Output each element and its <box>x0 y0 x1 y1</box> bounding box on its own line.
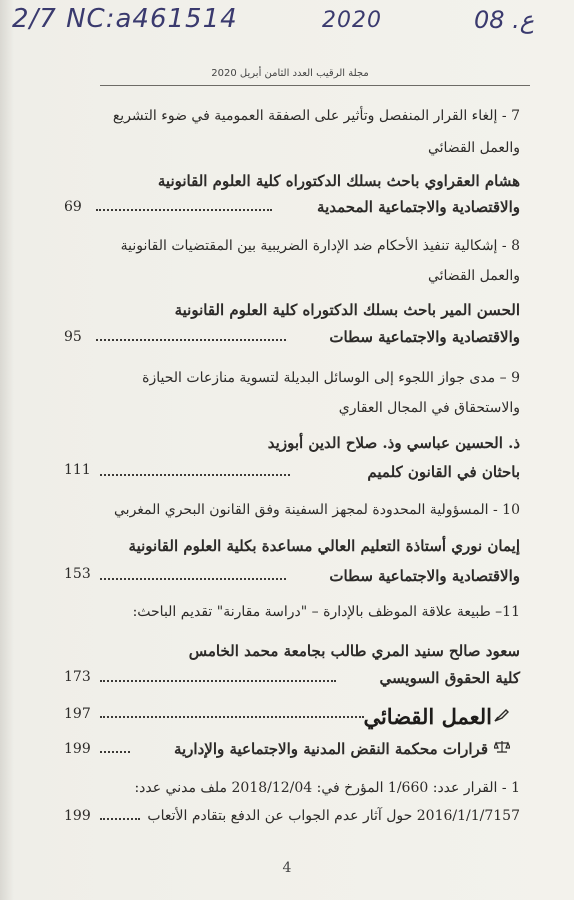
entry-8-page: 95 <box>64 329 82 345</box>
entry-8-author-line1: الحسن المير باحث بسلك الدكتوراه كلية العلوم القانونية <box>174 301 520 319</box>
leader-dots <box>100 716 364 718</box>
entry-10-author-line2: والاقتصادية والاجتماعية سطات <box>329 567 520 585</box>
entry-7-author-line2: والاقتصادية والاجتماعية المحمدية <box>317 198 520 216</box>
entry-10-title-line1: 10 - المسؤولية المحدودة لمجهز السفينة وفق القانون البحري المغربي <box>114 502 520 518</box>
entry-7-title-line2: والعمل القضائي <box>427 140 520 156</box>
decision-1-line2: 2016/1/1/7157 حول آثار عدم الجواب عن الدفع بتقادم الأتعاب <box>147 808 520 824</box>
leader-dots <box>100 474 290 476</box>
leader-dots <box>96 339 286 341</box>
entry-7-page: 69 <box>64 199 82 215</box>
pen-nib-icon <box>494 708 510 726</box>
decision-1-page: 199 <box>64 808 91 824</box>
subsection-page: 199 <box>64 741 91 757</box>
entry-11-author-line1: سعود صالح سنيد المري طالب بجامعة محمد الخامس <box>188 642 520 660</box>
handwritten-reference: ع. 08 <box>474 6 535 34</box>
leader-dots <box>100 818 140 820</box>
leader-dots <box>100 578 286 580</box>
entry-10-author-line1: إيمان نوري أستاذة التعليم العالي مساعدة بكلية العلوم القانونية <box>128 537 520 555</box>
leader-dots <box>96 209 272 211</box>
decision-1-line1: 1 - القرار عدد: 1/660 المؤرخ في: 2018/12/04 ملف مدني عدد: <box>134 780 520 796</box>
entry-9-page: 111 <box>64 462 91 478</box>
handwritten-year: 2020 <box>322 8 382 33</box>
entry-8-title-line1: 8 - إشكالية تنفيذ الأحكام ضد الإدارة الضريبية بين المقتضيات القانونية <box>120 238 520 254</box>
entry-8-author-line2: والاقتصادية والاجتماعية سطات <box>329 328 520 346</box>
entry-9-title-line1: 9 – مدى جواز اللجوء إلى الوسائل البديلة لتسوية منازعات الحيازة <box>142 370 520 386</box>
subsection-title: قرارات محكمة النقض المدنية والاجتماعية والإدارية <box>173 740 488 758</box>
entry-11-title-line1: 11– طبيعة علاقة الموظف بالإدارة – "دراسة مقارنة" تقديم الباحث: <box>132 604 520 620</box>
handwritten-catalog-code: 2/7 NC:a461514 <box>12 4 238 34</box>
entry-7-author-line1: هشام العقراوي باحث بسلك الدكتوراه كلية العلوم القانونية <box>157 172 520 190</box>
entry-10-page: 153 <box>64 566 91 582</box>
page-number: 4 <box>282 860 292 876</box>
section-title: العمل القضائي <box>363 704 492 729</box>
leader-dots <box>100 751 130 753</box>
leader-dots <box>100 680 336 682</box>
scales-icon <box>494 740 510 758</box>
entry-9-title-line2: والاستحقاق في المجال العقاري <box>338 400 520 416</box>
entry-11-author-line2: كلية الحقوق السويسي <box>379 669 520 687</box>
entry-11-page: 173 <box>64 669 91 685</box>
section-page: 197 <box>64 706 91 722</box>
entry-9-author-line2: باحثان في القانون كلميم <box>367 463 520 481</box>
entry-9-author-line1: ذ. الحسين عباسي وذ. صلاح الدين أبوزيد <box>267 434 520 452</box>
entry-7-title-line1: 7 - إلغاء القرار المنفصل وتأثير على الصفقة العمومية في ضوء التشريع <box>112 108 520 124</box>
running-header: مجلة الرقيب العدد الثامن أبريل 2020 <box>211 68 369 79</box>
entry-8-title-line2: والعمل القضائي <box>427 268 520 284</box>
